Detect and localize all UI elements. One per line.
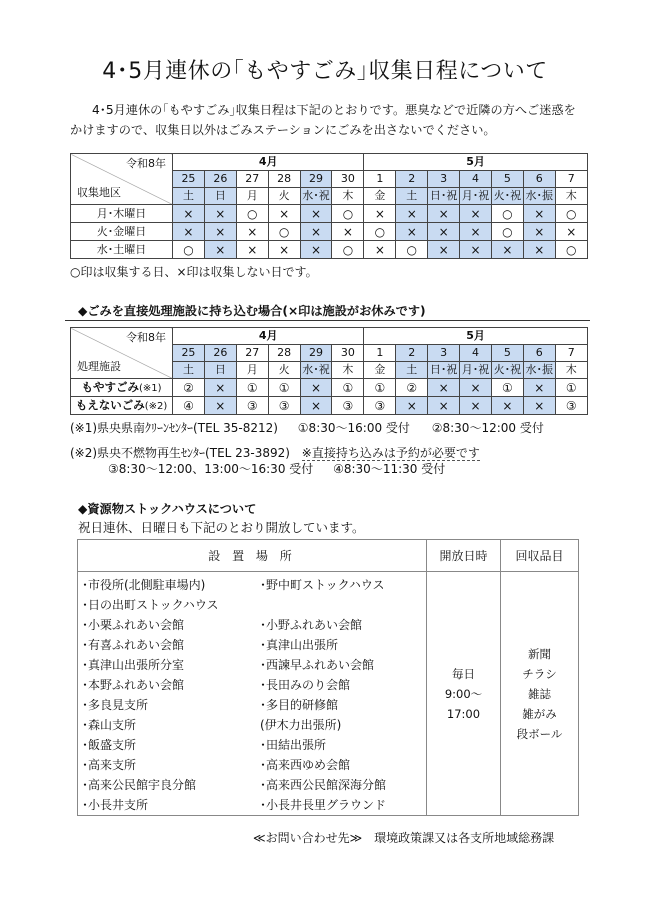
intro-paragraph <box>70 100 590 140</box>
page-title: 4･5月連休の｢もやすごみ｣収集日程について <box>102 59 548 84</box>
place-row <box>82 615 426 635</box>
schedule-cell: × <box>204 379 236 397</box>
collected-item: 新聞 <box>528 646 551 661</box>
schedule-cell: ○ <box>396 241 428 259</box>
corner-label: 収集地区 <box>77 186 121 199</box>
day-cell: 7 <box>555 345 587 362</box>
weekday-cell: 水･祝 <box>300 188 332 205</box>
weekday-cell: 水･祝 <box>300 362 332 379</box>
schedule-cell: ③ <box>332 397 364 415</box>
intro-line-1: 4･5月連休の｢もやすごみ｣収集日程は下記のとおりです。悪臭などで近隣の方へご迷惑を <box>92 103 576 117</box>
header-hours: 開放日時 <box>427 540 501 572</box>
row-note: (※1) <box>138 382 162 394</box>
place-row <box>82 675 426 695</box>
place-item: ･日の出町ストックハウス <box>82 598 219 612</box>
schedule-cell: × <box>555 223 587 241</box>
day-cell: 2 <box>396 171 428 188</box>
place-item: (伊木力出張所) <box>260 718 342 732</box>
section-divider <box>65 320 590 321</box>
day-cell: 25 <box>173 345 205 362</box>
weekday-cell: 日･祝 <box>428 362 460 379</box>
schedule-cell: × <box>460 223 492 241</box>
weekday-cell: 金 <box>364 362 396 379</box>
hours-line: 9:00～ <box>444 686 483 701</box>
schedule-cell: × <box>204 223 236 241</box>
schedule-cell: × <box>173 223 205 241</box>
weekday-cell: 火･祝 <box>491 362 523 379</box>
schedule-row <box>71 223 588 241</box>
facility-schedule-table <box>70 327 588 415</box>
collected-item: 雑がみ <box>522 706 557 721</box>
place-list-cell <box>78 572 427 816</box>
schedule-cell: ○ <box>173 241 205 259</box>
weekday-cell: 火･祝 <box>491 188 523 205</box>
weekday-cell: 日 <box>204 362 236 379</box>
place-item: ･小長井支所 <box>82 798 149 812</box>
mark-legend: ○印は収集する日、×印は収集しない日です。 <box>70 265 318 279</box>
schedule-cell: ① <box>268 379 300 397</box>
place-list <box>78 572 426 815</box>
month-may: 5月 <box>364 154 587 171</box>
schedule-cell: ③ <box>236 397 268 415</box>
section-direct-disposal-title: ◆ごみを直接処理施設に持ち込む場合(×印は施設がお休みです) <box>78 304 426 318</box>
place-item: ･多目的研修館 <box>260 698 339 712</box>
row-label-cell <box>71 241 173 259</box>
schedule-cell: × <box>460 379 492 397</box>
schedule-cell: ○ <box>491 223 523 241</box>
schedule-cell: × <box>236 241 268 259</box>
row-note: (※2) <box>144 400 168 412</box>
schedule-cell: ③ <box>555 397 587 415</box>
note-1-facility: (※1)県央県南ｸﾘｰﾝｾﾝﾀｰ(TEL 35-8212) <box>70 421 278 435</box>
place-item: ･田結出張所 <box>260 738 327 752</box>
place-item: ･小長井長里グラウンド <box>260 798 387 812</box>
weekday-cell: 土 <box>173 362 205 379</box>
weekday-cell: 月 <box>236 188 268 205</box>
day-cell: 5 <box>491 171 523 188</box>
schedule-row <box>71 241 588 259</box>
place-item: ･飯盛支所 <box>82 738 137 752</box>
day-cell: 3 <box>428 345 460 362</box>
section-stockhouse-subtitle: 祝日連休、日曜日も下記のとおり開放しています。 <box>78 520 365 535</box>
schedule-cell: × <box>396 205 428 223</box>
day-cell: 30 <box>332 345 364 362</box>
schedule-cell: × <box>236 223 268 241</box>
note-2-facility: (※2)県央不燃物再生ｾﾝﾀｰ(TEL 23-3892) <box>70 446 290 460</box>
place-row <box>82 575 426 595</box>
weekday-cell: 日･祝 <box>428 188 460 205</box>
schedule-cell: ③ <box>268 397 300 415</box>
hours-cell <box>427 572 501 816</box>
row-label-cell <box>71 205 173 223</box>
schedule-cell: × <box>428 223 460 241</box>
place-item: ･西諫早ふれあい会館 <box>260 658 375 672</box>
collected-item: 段ボール <box>516 726 563 741</box>
schedule-cell: × <box>460 241 492 259</box>
place-item: ･高来公民館宇良分館 <box>82 778 197 792</box>
schedule-cell: × <box>173 205 205 223</box>
place-item: ･真津山出張所分室 <box>82 658 185 672</box>
note-1-time-1: ①8:30～16:00 受付 <box>297 421 410 435</box>
day-cell: 26 <box>204 171 236 188</box>
day-cell: 1 <box>364 345 396 362</box>
weekday-cell: 火 <box>268 188 300 205</box>
place-item: ･高来西ゆめ会館 <box>260 758 351 772</box>
month-april: 4月 <box>173 154 364 171</box>
schedule-cell: ○ <box>236 205 268 223</box>
weekday-cell: 木 <box>332 188 364 205</box>
place-row <box>82 775 426 795</box>
schedule-cell: × <box>332 223 364 241</box>
day-cell: 2 <box>396 345 428 362</box>
note-1 <box>70 419 544 436</box>
weekday-cell: 日 <box>204 188 236 205</box>
day-cell: 28 <box>268 345 300 362</box>
hours-line: 17:00 <box>446 706 481 721</box>
corner-header-cell <box>71 154 173 205</box>
contact-info: ≪お問い合わせ先≫ 環境政策課又は各支所地域総務課 <box>253 831 555 845</box>
month-row <box>71 328 588 345</box>
schedule-cell: ③ <box>364 397 396 415</box>
day-cell: 1 <box>364 171 396 188</box>
place-item: ･高来西公民館深海分館 <box>260 778 387 792</box>
stockhouse-table <box>77 539 579 816</box>
row-label-cell <box>71 379 173 397</box>
note-2-time-4: ④8:30～11:30 受付 <box>333 462 446 476</box>
corner-label: 処理施設 <box>77 360 121 373</box>
row-label-cell <box>71 223 173 241</box>
day-cell: 4 <box>460 345 492 362</box>
schedule-row <box>71 379 588 397</box>
place-item: ･小野ふれあい会館 <box>260 618 363 632</box>
weekday-cell: 土 <box>173 188 205 205</box>
intro-line-2: かけますので、収集日以外はごみステーションにごみを出さないでください。 <box>70 123 496 137</box>
place-item: ･森山支所 <box>82 718 137 732</box>
weekday-cell: 土 <box>396 188 428 205</box>
day-cell: 5 <box>491 345 523 362</box>
place-row <box>82 755 426 775</box>
place-row <box>82 695 426 715</box>
schedule-row <box>71 397 588 415</box>
day-cell: 28 <box>268 171 300 188</box>
day-cell: 3 <box>428 171 460 188</box>
schedule-cell: × <box>364 205 396 223</box>
row-label: 月･木曜日 <box>96 206 147 220</box>
schedule-cell: ① <box>555 379 587 397</box>
schedule-cell: ○ <box>555 241 587 259</box>
hours-line: 毎日 <box>452 666 475 681</box>
row-label: もえないごみ <box>75 397 145 412</box>
section-stockhouse-title: ◆資源物ストックハウスについて <box>78 502 257 516</box>
day-cell: 26 <box>204 345 236 362</box>
day-cell: 29 <box>300 345 332 362</box>
month-april: 4月 <box>173 328 364 345</box>
place-item: ･本野ふれあい会館 <box>82 678 185 692</box>
schedule-cell: ○ <box>555 205 587 223</box>
day-cell: 6 <box>523 171 555 188</box>
note-2-reservation-warning: ※直接持ち込みは予約が必要です <box>301 446 480 460</box>
schedule-cell: × <box>300 205 332 223</box>
weekday-cell: 月･祝 <box>460 188 492 205</box>
schedule-cell: × <box>460 397 492 415</box>
weekday-cell: 水･振 <box>523 188 555 205</box>
schedule-cell: × <box>523 205 555 223</box>
schedule-cell: × <box>428 379 460 397</box>
schedule-cell: × <box>460 205 492 223</box>
schedule-cell: ① <box>236 379 268 397</box>
schedule-cell: × <box>428 241 460 259</box>
schedule-cell: × <box>300 241 332 259</box>
collected-item: 雑誌 <box>528 686 551 701</box>
schedule-cell: × <box>523 223 555 241</box>
hours-list <box>427 664 500 724</box>
weekday-cell: 月･祝 <box>460 362 492 379</box>
schedule-cell: × <box>396 397 428 415</box>
schedule-cell: × <box>491 241 523 259</box>
row-label-cell <box>71 397 173 415</box>
schedule-cell: × <box>300 397 332 415</box>
day-cell: 29 <box>300 171 332 188</box>
place-item: ･市役所(北側駐車場内) <box>82 578 206 592</box>
schedule-cell: × <box>204 205 236 223</box>
schedule-cell: ① <box>332 379 364 397</box>
items-list <box>501 644 578 744</box>
items-cell <box>501 572 579 816</box>
place-row <box>82 715 426 735</box>
schedule-cell: ① <box>491 379 523 397</box>
schedule-cell: ○ <box>332 205 364 223</box>
place-row <box>82 735 426 755</box>
header-items: 回収品目 <box>501 540 579 572</box>
place-item: ･長田みのり会館 <box>260 678 351 692</box>
place-item: ･高来支所 <box>82 758 137 772</box>
weekday-cell: 火 <box>268 362 300 379</box>
collected-item: チラシ <box>522 666 557 681</box>
row-label: 火･金曜日 <box>96 224 147 238</box>
place-item: ･有喜ふれあい会館 <box>82 638 185 652</box>
corner-header-cell <box>71 328 173 379</box>
schedule-cell: × <box>428 205 460 223</box>
schedule-cell: × <box>523 397 555 415</box>
weekday-cell: 土 <box>396 362 428 379</box>
weekday-cell: 木 <box>332 362 364 379</box>
note-2 <box>70 444 480 461</box>
weekday-cell: 金 <box>364 188 396 205</box>
era-label: 令和8年 <box>126 157 166 170</box>
place-item: ･多良見支所 <box>82 698 149 712</box>
place-row <box>82 595 426 615</box>
schedule-cell: ② <box>396 379 428 397</box>
day-cell: 4 <box>460 171 492 188</box>
place-row <box>82 635 426 655</box>
weekday-cell: 水･振 <box>523 362 555 379</box>
schedule-cell: × <box>523 241 555 259</box>
day-cell: 6 <box>523 345 555 362</box>
row-label: もやすごみ <box>81 379 139 394</box>
day-cell: 25 <box>173 171 205 188</box>
schedule-cell: × <box>204 397 236 415</box>
schedule-cell: × <box>428 397 460 415</box>
schedule-cell: ② <box>173 379 205 397</box>
note-2-time-3: ③8:30～12:00、13:00～16:30 受付 <box>108 462 314 476</box>
note-1-time-2: ②8:30～12:00 受付 <box>431 421 544 435</box>
weekday-cell: 月 <box>236 362 268 379</box>
schedule-cell: × <box>396 223 428 241</box>
schedule-row <box>71 205 588 223</box>
month-may: 5月 <box>364 328 587 345</box>
schedule-cell: ○ <box>364 223 396 241</box>
day-cell: 7 <box>555 171 587 188</box>
schedule-cell: × <box>300 379 332 397</box>
schedule-cell: × <box>491 397 523 415</box>
schedule-cell: ○ <box>268 223 300 241</box>
place-item: ･小栗ふれあい会館 <box>82 618 185 632</box>
weekday-cell: 木 <box>555 362 587 379</box>
day-cell: 27 <box>236 345 268 362</box>
schedule-cell: ④ <box>173 397 205 415</box>
day-cell: 27 <box>236 171 268 188</box>
schedule-cell: × <box>204 241 236 259</box>
header-place: 設 置 場 所 <box>78 540 427 572</box>
schedule-cell: × <box>300 223 332 241</box>
schedule-cell: ○ <box>491 205 523 223</box>
schedule-cell: ○ <box>332 241 364 259</box>
schedule-cell: × <box>523 379 555 397</box>
place-row <box>82 795 426 815</box>
place-row <box>82 655 426 675</box>
schedule-cell: × <box>364 241 396 259</box>
schedule-cell: ① <box>364 379 396 397</box>
row-label: 水･土曜日 <box>96 242 147 256</box>
month-row <box>71 154 588 171</box>
place-item: ･野中町ストックハウス <box>260 578 385 592</box>
day-cell: 30 <box>332 171 364 188</box>
weekday-cell: 木 <box>555 188 587 205</box>
collection-schedule-table <box>70 153 588 259</box>
era-label: 令和8年 <box>126 331 166 344</box>
place-item: ･真津山出張所 <box>260 638 339 652</box>
schedule-cell: × <box>268 241 300 259</box>
schedule-cell: × <box>268 205 300 223</box>
note-2-times <box>108 460 445 477</box>
